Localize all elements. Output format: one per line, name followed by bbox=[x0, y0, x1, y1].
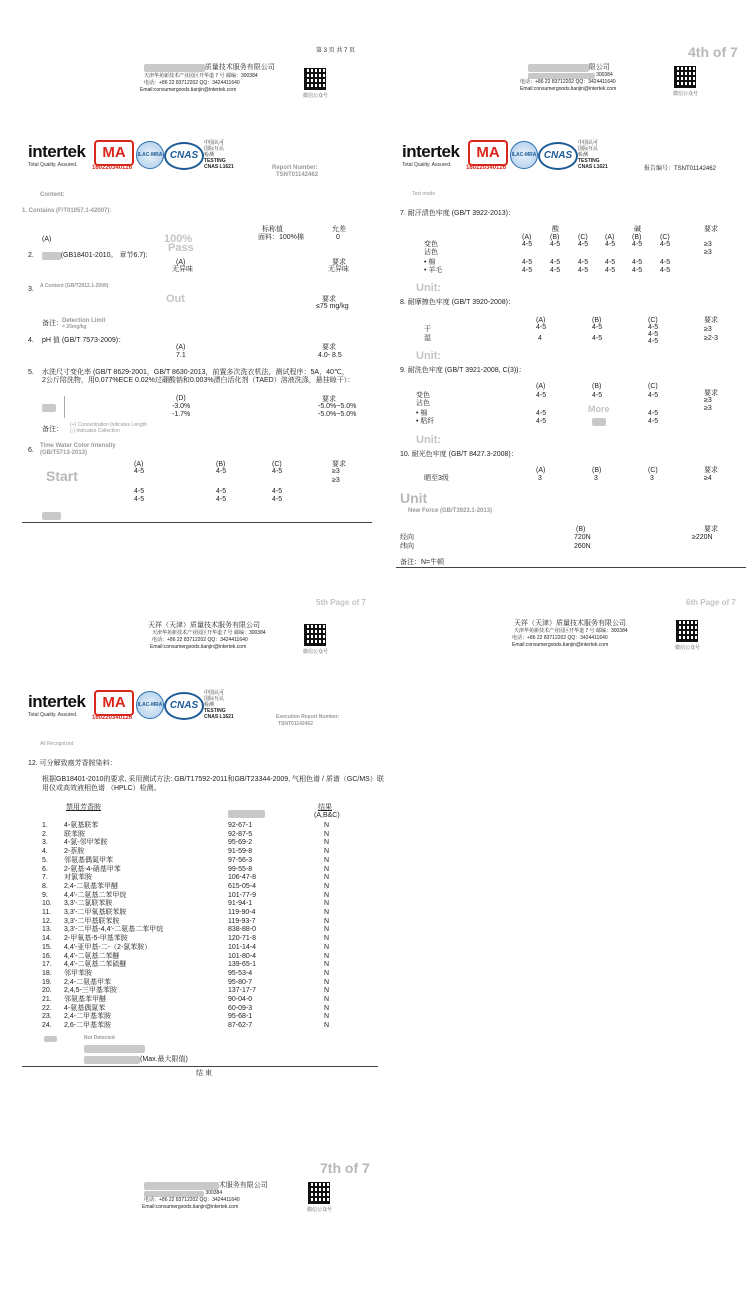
amine-row-cell: N bbox=[324, 996, 330, 1003]
amine-row-cell: 联苯胺 bbox=[64, 830, 85, 838]
annotation-more: More bbox=[588, 404, 610, 414]
qr-caption: 微信公众号 bbox=[673, 91, 699, 97]
company-email: Email:consumergoods.tianjin@intertek.com bbox=[142, 1204, 239, 1210]
amine-row-cell: N bbox=[324, 848, 330, 856]
company-email: Email:consumergoods.tianjin@intertek.com bbox=[150, 644, 247, 650]
item-8-title: 8. 耐摩擦色牢度 (GB/T 3920-2008)： bbox=[400, 299, 516, 306]
company-address: 300384 bbox=[528, 73, 613, 79]
amine-row-cell: 3,3'-二甲基联苯胺 bbox=[64, 917, 120, 925]
amine-row-cell: 92-67-1 bbox=[228, 822, 253, 829]
amine-row-cell: 6. bbox=[42, 865, 48, 873]
amine-row-cell: 101-77-9 bbox=[228, 891, 257, 899]
amine-row-cell: 137-17-7 bbox=[228, 987, 257, 995]
amine-row-cell: 16. bbox=[42, 952, 52, 960]
ilac-mra-icon: ILAC-MRA bbox=[510, 141, 538, 169]
amine-row-cell: 24. bbox=[42, 1022, 52, 1030]
amine-row-cell: 3,3'-二氯联苯胺 bbox=[64, 900, 113, 908]
amine-row-cell: N bbox=[324, 1022, 330, 1030]
annotation-unit: Unit: bbox=[416, 350, 442, 362]
amine-row-cell: 97-56-3 bbox=[228, 856, 253, 864]
company-address: 天津华苑新技术产业园区开华道 7 号 邮编：300384 bbox=[514, 628, 628, 634]
qr-caption: 微信公众号 bbox=[675, 645, 701, 651]
ilac-mra-icon: ILAC-MRA bbox=[136, 141, 164, 169]
company-address: 天津华苑新技术产业园区开华道 7 号 邮编：300384 bbox=[152, 630, 266, 636]
amine-row-cell: N bbox=[324, 935, 330, 943]
amine-row-cell: 2,4-二氨基甲苯 bbox=[64, 978, 112, 986]
amine-row-cell: 120-71-8 bbox=[228, 935, 257, 943]
amine-row-cell: 8. bbox=[42, 882, 48, 890]
amine-row-cell: N bbox=[324, 943, 330, 951]
amine-row-cell: 邻氨基苯甲醚 bbox=[64, 996, 106, 1003]
amine-row-cell: 95-53-4 bbox=[228, 969, 253, 977]
amine-row-cell: 4-氨基联苯 bbox=[64, 822, 99, 829]
company-name: 质量技术服务有限公司 bbox=[144, 64, 275, 72]
qr-code-icon bbox=[308, 1182, 330, 1204]
intertek-logo: intertek Total Quality. Assured. MA 160220340126 ILAC-MRA CNAS 中国认可 国际互认 检测 TESTING CNAS L1621 bbox=[28, 140, 234, 171]
cnas-icon: CNAS bbox=[164, 692, 204, 720]
ma-mark-icon: MA bbox=[468, 140, 508, 166]
amine-row-cell: 5. bbox=[42, 856, 48, 864]
amine-row-cell: N bbox=[324, 830, 330, 838]
amine-row-cell: 3. bbox=[42, 839, 48, 847]
amine-row-cell: 95-80-7 bbox=[228, 978, 253, 986]
amine-row-cell: 14. bbox=[42, 935, 52, 943]
company-address: 300384 bbox=[144, 1191, 222, 1197]
amine-row-cell: 17. bbox=[42, 961, 52, 969]
amine-row-cell: 99-55-8 bbox=[228, 865, 253, 873]
amine-row-cell: 4,4'-二氨基二苯甲烷 bbox=[64, 891, 127, 899]
amine-row-cell: N bbox=[324, 909, 330, 916]
report-number: 报告编号：TSNT01142462 bbox=[644, 166, 716, 172]
report-number: TSNT01142462 bbox=[278, 721, 314, 727]
qr-code-icon bbox=[304, 624, 326, 646]
divider bbox=[22, 1066, 378, 1067]
amine-row-cell: 13. bbox=[42, 926, 52, 934]
page-watermark-6: 6th Page of 7 bbox=[686, 598, 736, 607]
amine-row-cell: N bbox=[324, 917, 330, 925]
report-number: TSNT01142462 bbox=[276, 172, 319, 178]
company-name: 术服务有限公司 bbox=[144, 1182, 268, 1190]
company-address: 天津华苑新技术产业园区开华道 7 号 邮编：300384 bbox=[144, 73, 258, 79]
amine-row-cell: 101-80-4 bbox=[228, 952, 257, 960]
content-label: Content: bbox=[40, 192, 65, 198]
annotation-unit-big: Unit bbox=[400, 490, 428, 506]
cnas-icon: CNAS bbox=[538, 142, 578, 170]
company-tel: 电话：+86 22 83712202 QQ：3424411640 bbox=[144, 80, 240, 86]
amine-row-cell: 838-88-0 bbox=[228, 926, 257, 934]
amine-row-cell: 4-氨基偶氮苯 bbox=[64, 1004, 106, 1012]
qr-caption: 微信公众号 bbox=[303, 93, 329, 99]
amine-row-cell: 3,3'-二甲基-4,4'-二氨基二苯甲烷 bbox=[64, 926, 164, 934]
amine-row-cell: 92-87-5 bbox=[228, 830, 253, 838]
report-number-label: Report Number: bbox=[272, 165, 318, 171]
amine-row-cell: 21. bbox=[42, 996, 52, 1003]
amine-row-cell: 4. bbox=[42, 848, 48, 856]
company-name: 限公司 bbox=[528, 64, 610, 72]
company-tel: 电话：+86 22 83712202 QQ：3424411640 bbox=[144, 1197, 240, 1203]
company-email: Email:consumergoods.tianjin@intertek.com bbox=[140, 87, 237, 93]
note: 备注：N=牛顿 bbox=[400, 559, 445, 566]
amine-row-cell: N bbox=[324, 865, 330, 873]
annotation-start: Start bbox=[46, 468, 78, 484]
qr-code-icon bbox=[674, 66, 696, 88]
amine-row-cell: 9. bbox=[42, 891, 48, 899]
amine-row-cell: N bbox=[324, 874, 330, 882]
page-watermark-5: 5th Page of 7 bbox=[316, 598, 366, 607]
page-watermark-4: 4th of 7 bbox=[688, 44, 738, 60]
amine-row-cell: 90-04-0 bbox=[228, 996, 253, 1003]
amine-row-cell: 60-09-3 bbox=[228, 1004, 253, 1012]
amine-row-cell: 2,6-二甲基苯胺 bbox=[64, 1022, 112, 1030]
page-number: 第 3 页 共 7 页 bbox=[316, 48, 356, 54]
item-10-title: 10. 耐光色牢度 (GB/T 8427.3-2008)： bbox=[400, 451, 518, 458]
amine-row-cell: N bbox=[324, 926, 330, 934]
amine-row-cell: N bbox=[324, 900, 330, 908]
amine-row-cell: 106-47-8 bbox=[228, 874, 257, 882]
company-email: Email:consumergoods.tianjin@intertek.com bbox=[512, 642, 609, 648]
amine-row-cell: N bbox=[324, 987, 330, 995]
company-tel: 电话：+86 22 83712202 QQ：3424411640 bbox=[512, 635, 608, 641]
amine-row-cell: N bbox=[324, 978, 330, 986]
amine-row-cell: 119-93-7 bbox=[228, 917, 256, 925]
amine-row-cell: 139-65-1 bbox=[228, 961, 257, 969]
amine-row-cell: 3,3'-二甲氧基联苯胺 bbox=[64, 909, 127, 916]
amine-row-cell: N bbox=[324, 952, 330, 960]
intertek-logo: intertek Total Quality. Assured. MA 160220340126 ILAC-MRA CNAS 中国认可 国际互认 检测 TESTING CNAS L1621 bbox=[28, 690, 234, 721]
cnas-icon: CNAS bbox=[164, 142, 204, 170]
amine-row-cell: 2,4-二甲基苯胺 bbox=[64, 1013, 112, 1021]
amine-row-cell: 对氯苯胺 bbox=[64, 874, 92, 882]
amine-row-cell: 1. bbox=[42, 822, 48, 829]
company-tel: 电话：+86 22 83712202 QQ：3424411640 bbox=[520, 79, 616, 85]
amine-row-cell: 18. bbox=[42, 969, 52, 977]
item-7-title: 7. 耐汗渍色牢度 (GB/T 3922-2013)： bbox=[400, 210, 516, 217]
annotation-unit: Unit: bbox=[416, 434, 442, 446]
amine-row-cell: 91-59-8 bbox=[228, 848, 253, 856]
amine-row-cell: 20. bbox=[42, 987, 52, 995]
company-tel: 电话：+86 22 83712202 QQ：3424411640 bbox=[152, 637, 248, 643]
amine-row-cell: 4,4'-二氨基二苯硫醚 bbox=[64, 961, 127, 969]
amine-row-cell: 2-萘胺 bbox=[64, 848, 85, 856]
company-name: 天祥（天津）质量技术服务有限公司 bbox=[148, 622, 260, 629]
amine-row-cell: 91-94-1 bbox=[228, 900, 253, 908]
amine-row-cell: 87-62-7 bbox=[228, 1022, 253, 1030]
amine-row-cell: 2-氨基-4-硝基甲苯 bbox=[64, 865, 121, 873]
end-mark: 结 束 bbox=[196, 1070, 212, 1077]
amine-row-cell: N bbox=[324, 891, 330, 899]
amine-row-cell: 11. bbox=[42, 909, 52, 916]
amine-row-cell: 95-68-1 bbox=[228, 1013, 253, 1021]
annotation-unit: Unit: bbox=[416, 282, 442, 294]
amine-row-cell: N bbox=[324, 822, 330, 829]
amine-row-cell: 4,4'-二氨基二苯醚 bbox=[64, 952, 120, 960]
amine-row-cell: 19. bbox=[42, 978, 52, 986]
amine-row-cell: 101-14-4 bbox=[228, 943, 257, 951]
divider bbox=[396, 567, 746, 568]
item-12-title: 12. 可分解致癌芳香胺染料： bbox=[28, 760, 117, 767]
amine-row-cell: N bbox=[324, 839, 330, 847]
amine-row-cell: N bbox=[324, 856, 330, 864]
amine-row-cell: N bbox=[324, 969, 330, 977]
ma-mark-icon: MA bbox=[94, 690, 134, 716]
annotation-out: Out bbox=[166, 293, 185, 305]
page-watermark-7: 7th of 7 bbox=[320, 1160, 370, 1176]
amine-row-cell: 邻甲苯胺 bbox=[64, 969, 92, 977]
amine-row-cell: 10. bbox=[42, 900, 52, 908]
amine-row-cell: 4-氯-邻甲苯胺 bbox=[64, 839, 108, 847]
ma-mark-icon: MA bbox=[94, 140, 134, 166]
amine-row-cell: 2. bbox=[42, 830, 48, 838]
company-email: Email:consumergoods.tianjin@intertek.com bbox=[520, 86, 617, 92]
amine-row-cell: 7. bbox=[42, 874, 48, 882]
amine-row-cell: 2-甲氧基-5-甲基苯胺 bbox=[64, 935, 128, 943]
qr-caption: 微信公众号 bbox=[303, 649, 329, 655]
amine-row-cell: N bbox=[324, 961, 330, 969]
qr-code-icon bbox=[676, 620, 698, 642]
amine-row-cell: 邻氨基偶氮甲苯 bbox=[64, 856, 113, 864]
annotation-100: 100% bbox=[164, 233, 193, 245]
annotation-pass: Pass bbox=[168, 242, 194, 254]
amine-row-cell: 4,4'-亚甲基-二-（2-氯苯胺） bbox=[64, 943, 152, 951]
amine-row-cell: 15. bbox=[42, 943, 52, 951]
ilac-mra-icon: ILAC-MRA bbox=[136, 691, 164, 719]
qr-caption: 微信公众号 bbox=[307, 1207, 333, 1213]
report-number-label: Execution Report Number: bbox=[276, 714, 340, 720]
item-9-title: 9. 耐洗色牢度 (GB/T 3921-2008, C(3))： bbox=[400, 367, 526, 374]
company-name: 天祥（天津）质量技术服务有限公司 bbox=[514, 620, 626, 627]
amine-row-cell: 22. bbox=[42, 1004, 52, 1012]
amine-row-cell: N bbox=[324, 1004, 330, 1012]
amine-row-cell: 2,4-二氨基苯甲醚 bbox=[64, 882, 119, 890]
amine-row-cell: N bbox=[324, 882, 330, 890]
amine-row-cell: 615-05-4 bbox=[228, 882, 257, 890]
amine-row-cell: 119-90-4 bbox=[228, 909, 256, 916]
item-1-title: 1. Contains (F/T01057.1-42007): bbox=[22, 208, 112, 214]
amine-row-cell: 2,4,5-三甲基苯胺 bbox=[64, 987, 117, 995]
divider bbox=[22, 522, 372, 523]
amine-row-cell: 23. bbox=[42, 1013, 52, 1021]
qr-code-icon bbox=[304, 68, 326, 90]
intertek-logo: intertek Total Quality. Assured. MA 160220340126 ILAC-MRA CNAS 中国认可 国际互认 检测 TESTING CNAS L1621 bbox=[402, 140, 608, 171]
amine-row-cell: N bbox=[324, 1013, 330, 1021]
amine-row-cell: 12. bbox=[42, 917, 52, 925]
amine-row-cell: 95-69-2 bbox=[228, 839, 253, 847]
